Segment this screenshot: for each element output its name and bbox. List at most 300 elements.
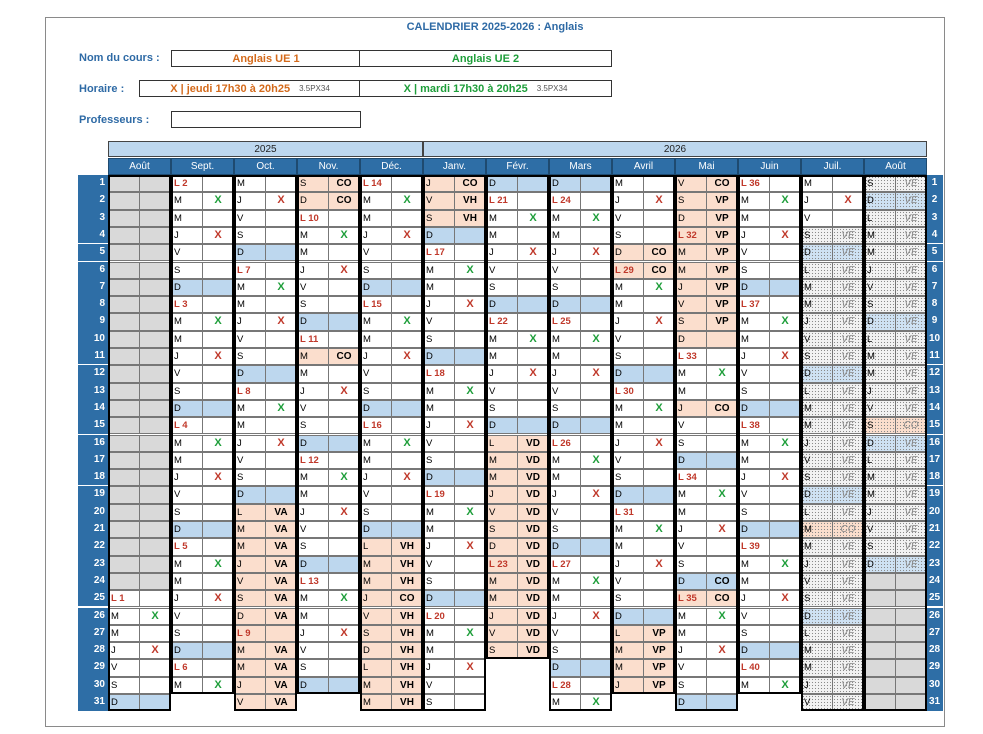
mark-cell[interactable]: VE xyxy=(832,383,864,400)
mark-cell[interactable] xyxy=(139,677,171,694)
mark-cell[interactable]: VE xyxy=(832,659,864,676)
mark-cell[interactable] xyxy=(139,435,171,452)
mark-cell[interactable] xyxy=(895,608,927,625)
mark-cell[interactable]: VE xyxy=(832,331,864,348)
mark-cell[interactable] xyxy=(769,296,801,313)
day-cell[interactable]: V xyxy=(738,365,770,382)
day-cell[interactable]: M xyxy=(297,590,329,607)
day-cell[interactable]: M xyxy=(486,227,518,244)
mark-cell[interactable] xyxy=(706,331,738,348)
day-cell[interactable]: L xyxy=(864,331,896,348)
mark-cell[interactable]: VE xyxy=(832,504,864,521)
day-cell[interactable]: S xyxy=(612,469,644,486)
day-cell[interactable]: L xyxy=(864,452,896,469)
day-cell[interactable]: L 16 xyxy=(360,417,392,434)
day-cell[interactable] xyxy=(864,590,896,607)
mark-cell[interactable] xyxy=(391,331,423,348)
mark-cell[interactable] xyxy=(454,452,486,469)
day-cell[interactable]: M xyxy=(549,210,581,227)
mark-cell[interactable]: VE xyxy=(895,538,927,555)
mark-cell[interactable] xyxy=(706,504,738,521)
day-cell[interactable] xyxy=(864,625,896,642)
mark-cell[interactable] xyxy=(202,452,234,469)
day-cell[interactable]: M xyxy=(612,279,644,296)
mark-cell[interactable]: X xyxy=(265,435,297,452)
day-cell[interactable]: L 29 xyxy=(612,262,644,279)
mark-cell[interactable]: VE xyxy=(895,504,927,521)
day-cell[interactable] xyxy=(108,435,140,452)
mark-cell[interactable]: VA xyxy=(265,521,297,538)
day-cell[interactable]: M xyxy=(675,244,707,261)
day-cell[interactable]: D xyxy=(801,365,833,382)
mark-cell[interactable] xyxy=(202,504,234,521)
mark-cell[interactable]: X xyxy=(517,331,549,348)
mark-cell[interactable]: VA xyxy=(265,677,297,694)
mark-cell[interactable] xyxy=(769,452,801,469)
day-cell[interactable]: L 23 xyxy=(486,556,518,573)
day-cell[interactable]: V xyxy=(297,279,329,296)
day-cell[interactable]: D xyxy=(549,659,581,676)
mark-cell[interactable]: VD xyxy=(517,556,549,573)
day-cell[interactable]: L 12 xyxy=(297,452,329,469)
mark-cell[interactable] xyxy=(328,521,360,538)
day-cell[interactable]: D xyxy=(675,694,707,711)
day-cell[interactable]: V xyxy=(234,452,266,469)
mark-cell[interactable]: X xyxy=(454,538,486,555)
mark-cell[interactable]: VD xyxy=(517,573,549,590)
day-cell[interactable]: M xyxy=(864,348,896,365)
day-cell[interactable]: V xyxy=(171,608,203,625)
day-cell[interactable]: M xyxy=(360,313,392,330)
mark-cell[interactable]: X xyxy=(643,279,675,296)
day-cell[interactable] xyxy=(108,279,140,296)
day-cell[interactable]: M xyxy=(864,486,896,503)
day-cell[interactable] xyxy=(108,262,140,279)
day-cell[interactable]: M xyxy=(738,210,770,227)
mark-cell[interactable]: VE xyxy=(832,625,864,642)
day-cell[interactable]: L 13 xyxy=(297,573,329,590)
day-cell[interactable]: V xyxy=(423,435,455,452)
day-cell[interactable]: S xyxy=(297,417,329,434)
day-cell[interactable]: L 34 xyxy=(675,469,707,486)
mark-cell[interactable]: X xyxy=(328,227,360,244)
mark-cell[interactable] xyxy=(265,383,297,400)
mark-cell[interactable]: X xyxy=(328,383,360,400)
day-cell[interactable]: J xyxy=(738,227,770,244)
mark-cell[interactable]: VE xyxy=(895,331,927,348)
day-cell[interactable]: M xyxy=(360,331,392,348)
mark-cell[interactable] xyxy=(769,642,801,659)
mark-cell[interactable]: VD xyxy=(517,521,549,538)
mark-cell[interactable] xyxy=(202,365,234,382)
mark-cell[interactable] xyxy=(580,296,612,313)
day-cell[interactable]: J xyxy=(612,435,644,452)
day-cell[interactable]: J xyxy=(234,192,266,209)
day-cell[interactable]: M xyxy=(738,192,770,209)
day-cell[interactable]: J xyxy=(675,642,707,659)
mark-cell[interactable] xyxy=(454,365,486,382)
mark-cell[interactable]: VE xyxy=(832,227,864,244)
day-cell[interactable]: M xyxy=(738,452,770,469)
mark-cell[interactable] xyxy=(643,383,675,400)
mark-cell[interactable] xyxy=(139,486,171,503)
mark-cell[interactable]: CO xyxy=(328,175,360,192)
day-cell[interactable]: M xyxy=(738,556,770,573)
day-cell[interactable]: V xyxy=(549,504,581,521)
day-cell[interactable]: V xyxy=(486,504,518,521)
mark-cell[interactable]: VE xyxy=(832,608,864,625)
day-cell[interactable]: S xyxy=(171,504,203,521)
mark-cell[interactable] xyxy=(895,694,927,711)
mark-cell[interactable] xyxy=(580,348,612,365)
day-cell[interactable]: M xyxy=(360,192,392,209)
mark-cell[interactable] xyxy=(202,331,234,348)
day-cell[interactable]: D xyxy=(360,279,392,296)
day-cell[interactable]: S xyxy=(864,417,896,434)
mark-cell[interactable] xyxy=(643,296,675,313)
day-cell[interactable]: M xyxy=(297,227,329,244)
mark-cell[interactable]: VE xyxy=(832,677,864,694)
mark-cell[interactable]: VE xyxy=(832,590,864,607)
mark-cell[interactable]: VA xyxy=(265,504,297,521)
mark-cell[interactable] xyxy=(643,452,675,469)
day-cell[interactable]: M xyxy=(297,486,329,503)
mark-cell[interactable] xyxy=(454,244,486,261)
day-cell[interactable]: M xyxy=(549,227,581,244)
day-cell[interactable]: D xyxy=(234,365,266,382)
day-cell[interactable]: M xyxy=(486,573,518,590)
mark-cell[interactable] xyxy=(139,244,171,261)
mark-cell[interactable]: VE xyxy=(832,296,864,313)
day-cell[interactable]: L xyxy=(801,383,833,400)
mark-cell[interactable]: VE xyxy=(895,348,927,365)
mark-cell[interactable] xyxy=(769,417,801,434)
mark-cell[interactable]: VP xyxy=(643,677,675,694)
day-cell[interactable]: D xyxy=(360,642,392,659)
mark-cell[interactable]: X xyxy=(580,331,612,348)
day-cell[interactable]: M xyxy=(675,262,707,279)
day-cell[interactable]: L 32 xyxy=(675,227,707,244)
day-cell[interactable]: D xyxy=(423,590,455,607)
day-cell[interactable]: M xyxy=(234,400,266,417)
day-cell[interactable]: J xyxy=(297,625,329,642)
day-cell[interactable]: L 18 xyxy=(423,365,455,382)
mark-cell[interactable] xyxy=(391,279,423,296)
day-cell[interactable]: M xyxy=(864,244,896,261)
day-cell[interactable]: S xyxy=(171,625,203,642)
day-cell[interactable]: D xyxy=(486,296,518,313)
mark-cell[interactable] xyxy=(328,210,360,227)
day-cell[interactable]: D xyxy=(612,486,644,503)
day-cell[interactable]: J xyxy=(549,608,581,625)
mark-cell[interactable]: VH xyxy=(391,608,423,625)
day-cell[interactable]: J xyxy=(297,383,329,400)
day-cell[interactable]: M xyxy=(801,175,833,192)
day-cell[interactable]: J xyxy=(675,400,707,417)
day-cell[interactable]: L 37 xyxy=(738,296,770,313)
schedule-ue2-field[interactable] xyxy=(359,80,612,97)
day-cell[interactable]: M xyxy=(549,694,581,711)
day-cell[interactable] xyxy=(108,556,140,573)
day-cell[interactable]: M xyxy=(171,210,203,227)
mark-cell[interactable] xyxy=(328,296,360,313)
day-cell[interactable]: S xyxy=(360,625,392,642)
day-cell[interactable] xyxy=(108,331,140,348)
mark-cell[interactable]: VE xyxy=(895,279,927,296)
day-cell[interactable]: S xyxy=(360,383,392,400)
mark-cell[interactable]: X xyxy=(454,504,486,521)
day-cell[interactable]: D xyxy=(171,279,203,296)
day-cell[interactable]: S xyxy=(675,556,707,573)
mark-cell[interactable]: VA xyxy=(265,590,297,607)
day-cell[interactable]: L 5 xyxy=(171,538,203,555)
mark-cell[interactable] xyxy=(265,417,297,434)
day-cell[interactable]: D xyxy=(612,365,644,382)
mark-cell[interactable] xyxy=(328,279,360,296)
day-cell[interactable]: D xyxy=(675,573,707,590)
day-cell[interactable]: S xyxy=(864,538,896,555)
mark-cell[interactable]: X xyxy=(769,313,801,330)
mark-cell[interactable]: X xyxy=(580,608,612,625)
day-cell[interactable]: S xyxy=(612,348,644,365)
mark-cell[interactable] xyxy=(706,556,738,573)
day-cell[interactable]: S xyxy=(675,435,707,452)
mark-cell[interactable]: X xyxy=(706,486,738,503)
day-cell[interactable]: L 15 xyxy=(360,296,392,313)
mark-cell[interactable]: CO xyxy=(832,521,864,538)
mark-cell[interactable] xyxy=(517,279,549,296)
mark-cell[interactable] xyxy=(643,590,675,607)
mark-cell[interactable] xyxy=(832,175,864,192)
day-cell[interactable]: M xyxy=(801,417,833,434)
day-cell[interactable]: D xyxy=(738,279,770,296)
mark-cell[interactable]: VH xyxy=(454,192,486,209)
day-cell[interactable]: M xyxy=(549,452,581,469)
day-cell[interactable]: J xyxy=(738,469,770,486)
mark-cell[interactable]: X xyxy=(391,313,423,330)
day-cell[interactable]: V xyxy=(423,556,455,573)
mark-cell[interactable]: VE xyxy=(832,486,864,503)
day-cell[interactable]: V xyxy=(360,365,392,382)
day-cell[interactable]: D xyxy=(612,244,644,261)
day-cell[interactable]: J xyxy=(486,244,518,261)
mark-cell[interactable] xyxy=(328,659,360,676)
day-cell[interactable]: M xyxy=(423,642,455,659)
day-cell[interactable]: L 38 xyxy=(738,417,770,434)
mark-cell[interactable]: VH xyxy=(391,573,423,590)
mark-cell[interactable]: VA xyxy=(265,659,297,676)
mark-cell[interactable] xyxy=(328,556,360,573)
day-cell[interactable]: D xyxy=(360,400,392,417)
mark-cell[interactable] xyxy=(265,625,297,642)
day-cell[interactable]: L 8 xyxy=(234,383,266,400)
day-cell[interactable]: L 3 xyxy=(171,296,203,313)
day-cell[interactable]: L xyxy=(360,659,392,676)
day-cell[interactable]: J xyxy=(486,365,518,382)
mark-cell[interactable] xyxy=(139,331,171,348)
mark-cell[interactable] xyxy=(769,608,801,625)
mark-cell[interactable] xyxy=(265,486,297,503)
mark-cell[interactable]: X xyxy=(328,504,360,521)
mark-cell[interactable]: VA xyxy=(265,694,297,711)
mark-cell[interactable]: VE xyxy=(895,556,927,573)
mark-cell[interactable]: CO xyxy=(391,590,423,607)
day-cell[interactable]: M xyxy=(360,677,392,694)
day-cell[interactable]: J xyxy=(234,313,266,330)
day-cell[interactable]: M xyxy=(423,521,455,538)
day-cell[interactable]: D xyxy=(171,642,203,659)
mark-cell[interactable] xyxy=(139,296,171,313)
day-cell[interactable] xyxy=(108,486,140,503)
mark-cell[interactable]: X xyxy=(391,192,423,209)
professors-field[interactable] xyxy=(171,111,361,128)
day-cell[interactable]: S xyxy=(234,348,266,365)
mark-cell[interactable] xyxy=(139,400,171,417)
day-cell[interactable]: J xyxy=(423,538,455,555)
mark-cell[interactable]: VE xyxy=(832,365,864,382)
mark-cell[interactable]: X xyxy=(265,313,297,330)
day-cell[interactable]: L xyxy=(486,435,518,452)
mark-cell[interactable]: VP xyxy=(706,279,738,296)
day-cell[interactable]: J xyxy=(549,486,581,503)
day-cell[interactable]: S xyxy=(360,504,392,521)
mark-cell[interactable] xyxy=(202,383,234,400)
day-cell[interactable]: D xyxy=(864,192,896,209)
mark-cell[interactable] xyxy=(391,452,423,469)
day-cell[interactable]: D xyxy=(423,227,455,244)
day-cell[interactable]: S xyxy=(675,677,707,694)
day-cell[interactable]: S xyxy=(423,210,455,227)
day-cell[interactable]: M xyxy=(234,642,266,659)
day-cell[interactable]: S xyxy=(675,192,707,209)
mark-cell[interactable] xyxy=(139,625,171,642)
mark-cell[interactable]: X xyxy=(580,486,612,503)
mark-cell[interactable] xyxy=(580,227,612,244)
day-cell[interactable]: V xyxy=(486,625,518,642)
mark-cell[interactable]: X xyxy=(769,590,801,607)
day-cell[interactable]: M xyxy=(612,296,644,313)
day-cell[interactable]: D xyxy=(171,521,203,538)
course-ue2-field[interactable]: Anglais UE 2 xyxy=(359,50,612,67)
day-cell[interactable]: M xyxy=(360,452,392,469)
day-cell[interactable]: M xyxy=(549,469,581,486)
mark-cell[interactable]: X xyxy=(391,469,423,486)
day-cell[interactable]: L 21 xyxy=(486,192,518,209)
mark-cell[interactable]: VE xyxy=(832,313,864,330)
day-cell[interactable] xyxy=(864,608,896,625)
day-cell[interactable]: J xyxy=(360,469,392,486)
day-cell[interactable] xyxy=(864,694,896,711)
day-cell[interactable]: J xyxy=(738,348,770,365)
day-cell[interactable]: D xyxy=(297,313,329,330)
mark-cell[interactable] xyxy=(769,262,801,279)
day-cell[interactable]: J xyxy=(801,435,833,452)
mark-cell[interactable]: X xyxy=(328,625,360,642)
mark-cell[interactable] xyxy=(643,365,675,382)
mark-cell[interactable] xyxy=(580,556,612,573)
mark-cell[interactable] xyxy=(643,469,675,486)
day-cell[interactable]: M xyxy=(486,469,518,486)
day-cell[interactable]: V xyxy=(549,262,581,279)
day-cell[interactable]: L xyxy=(864,210,896,227)
mark-cell[interactable] xyxy=(391,486,423,503)
day-cell[interactable]: D xyxy=(297,435,329,452)
mark-cell[interactable] xyxy=(454,608,486,625)
mark-cell[interactable]: VD xyxy=(517,486,549,503)
day-cell[interactable] xyxy=(108,296,140,313)
day-cell[interactable]: D xyxy=(171,400,203,417)
mark-cell[interactable]: VD xyxy=(517,435,549,452)
mark-cell[interactable] xyxy=(769,400,801,417)
mark-cell[interactable]: VA xyxy=(265,538,297,555)
day-cell[interactable]: V xyxy=(234,694,266,711)
mark-cell[interactable]: VD xyxy=(517,504,549,521)
day-cell[interactable]: M xyxy=(171,573,203,590)
day-cell[interactable]: V xyxy=(360,244,392,261)
day-cell[interactable]: V xyxy=(171,365,203,382)
day-cell[interactable]: L 27 xyxy=(549,556,581,573)
day-cell[interactable] xyxy=(108,538,140,555)
day-cell[interactable]: J xyxy=(234,677,266,694)
day-cell[interactable]: J xyxy=(423,175,455,192)
mark-cell[interactable] xyxy=(391,262,423,279)
mark-cell[interactable] xyxy=(706,435,738,452)
mark-cell[interactable] xyxy=(454,313,486,330)
mark-cell[interactable] xyxy=(769,365,801,382)
mark-cell[interactable]: X xyxy=(580,244,612,261)
mark-cell[interactable] xyxy=(454,435,486,452)
day-cell[interactable]: L 9 xyxy=(234,625,266,642)
mark-cell[interactable] xyxy=(580,175,612,192)
day-cell[interactable]: M xyxy=(801,400,833,417)
day-cell[interactable]: S xyxy=(549,521,581,538)
day-cell[interactable]: M xyxy=(171,435,203,452)
mark-cell[interactable]: X xyxy=(580,210,612,227)
mark-cell[interactable] xyxy=(517,175,549,192)
day-cell[interactable]: J xyxy=(423,417,455,434)
mark-cell[interactable] xyxy=(580,590,612,607)
day-cell[interactable]: M xyxy=(171,313,203,330)
day-cell[interactable]: M xyxy=(297,469,329,486)
day-cell[interactable]: V xyxy=(801,694,833,711)
day-cell[interactable]: J xyxy=(360,590,392,607)
day-cell[interactable]: M xyxy=(486,348,518,365)
day-cell[interactable]: J xyxy=(801,556,833,573)
day-cell[interactable] xyxy=(108,400,140,417)
mark-cell[interactable]: VE xyxy=(895,521,927,538)
day-cell[interactable]: M xyxy=(234,296,266,313)
mark-cell[interactable]: CO xyxy=(706,400,738,417)
mark-cell[interactable] xyxy=(202,642,234,659)
day-cell[interactable]: V xyxy=(171,486,203,503)
day-cell[interactable]: L xyxy=(612,625,644,642)
day-cell[interactable]: D xyxy=(738,521,770,538)
day-cell[interactable]: L 17 xyxy=(423,244,455,261)
day-cell[interactable]: J xyxy=(864,504,896,521)
day-cell[interactable]: V xyxy=(675,417,707,434)
mark-cell[interactable] xyxy=(139,556,171,573)
mark-cell[interactable]: CO xyxy=(328,348,360,365)
mark-cell[interactable] xyxy=(706,625,738,642)
mark-cell[interactable] xyxy=(328,608,360,625)
day-cell[interactable]: V xyxy=(612,573,644,590)
day-cell[interactable]: M xyxy=(423,400,455,417)
day-cell[interactable]: M xyxy=(423,262,455,279)
mark-cell[interactable] xyxy=(454,521,486,538)
mark-cell[interactable]: X xyxy=(139,608,171,625)
mark-cell[interactable] xyxy=(580,400,612,417)
mark-cell[interactable]: VE xyxy=(895,400,927,417)
